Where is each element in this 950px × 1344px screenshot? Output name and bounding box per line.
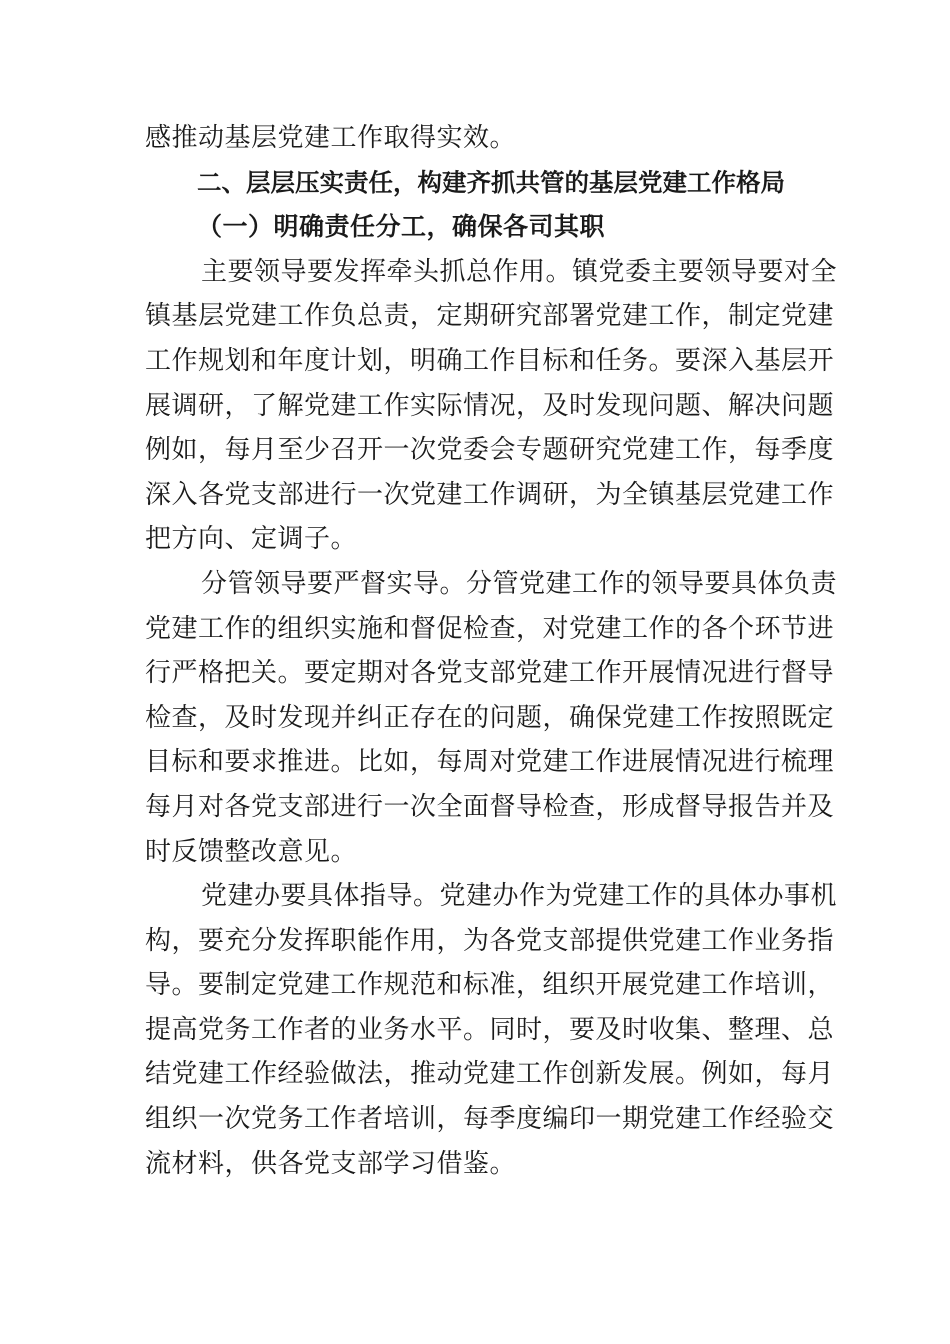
section-heading: 二、层层压实责任，构建齐抓共管的基层党建工作格局 bbox=[197, 167, 785, 197]
paragraph-line: 例如，每月至少召开一次党委会专题研究党建工作，每季度 bbox=[145, 435, 835, 466]
paragraph-line: 检查，及时发现并纠正存在的问题，确保党建工作按照既定 bbox=[145, 702, 835, 733]
paragraph-line: 导。要制定党建工作规范和标准，组织开展党建工作培训， bbox=[145, 970, 835, 1001]
paragraph-line: 提高党务工作者的业务水平。同时，要及时收集、整理、总 bbox=[145, 1014, 835, 1045]
paragraph-line: 构，要充分发挥职能作用，为各党支部提供党建工作业务指 bbox=[145, 925, 835, 956]
paragraph-line: 目标和要求推进。比如，每周对党建工作进展情况进行梳理 bbox=[145, 747, 835, 778]
paragraph-deputy-leader bbox=[145, 562, 838, 874]
subsection-heading: （一）明确责任分工，确保各司其职 bbox=[197, 212, 606, 242]
paragraph-line: 把方向、定调子。 bbox=[145, 524, 358, 555]
paragraph-party-office bbox=[145, 874, 838, 1186]
paragraph-line: 分管领导要严督实导。分管党建工作的领导要具体负责 bbox=[201, 568, 838, 599]
paragraph-line: 流材料，供各党支部学习借鉴。 bbox=[145, 1148, 517, 1179]
paragraph-line: 组织一次党务工作者培训，每季度编印一期党建工作经验交 bbox=[145, 1104, 835, 1135]
paragraph-line: 时反馈整改意见。 bbox=[145, 836, 358, 867]
paragraph-line: 主要领导要发挥牵头抓总作用。镇党委主要领导要对全 bbox=[201, 256, 838, 287]
paragraph-line: 行严格把关。要定期对各党支部党建工作开展情况进行督导 bbox=[145, 658, 835, 689]
paragraph-line: 党建办要具体指导。党建办作为党建工作的具体办事机 bbox=[201, 881, 838, 912]
intro-tail-line: 感推动基层党建工作取得实效。 bbox=[145, 123, 517, 153]
document-body bbox=[145, 116, 838, 1186]
paragraph-line: 每月对各党支部进行一次全面督导检查，形成督导报告并及 bbox=[145, 791, 835, 822]
paragraph-line: 结党建工作经验做法，推动党建工作创新发展。例如，每月 bbox=[145, 1059, 835, 1090]
paragraph-line: 深入各党支部进行一次党建工作调研，为全镇基层党建工作 bbox=[145, 479, 835, 510]
paragraph-line: 镇基层党建工作负总责，定期研究部署党建工作，制定党建 bbox=[145, 301, 835, 332]
paragraph-line: 展调研，了解党建工作实际情况，及时发现问题、解决问题 bbox=[145, 390, 835, 421]
paragraph-main-leader bbox=[145, 250, 838, 562]
paragraph-line: 工作规划和年度计划，明确工作目标和任务。要深入基层开 bbox=[145, 345, 835, 376]
paragraph-line: 党建工作的组织实施和督促检查，对党建工作的各个环节进 bbox=[145, 613, 835, 644]
